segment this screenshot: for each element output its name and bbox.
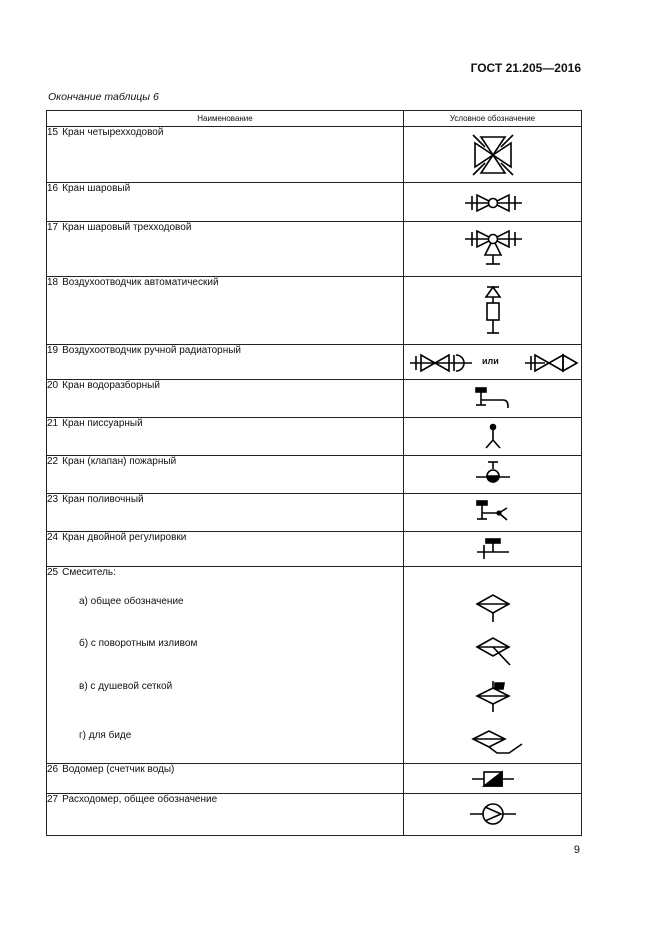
row-name: Кран четырехходовой: [62, 127, 164, 138]
row-name: Смеситель:: [62, 567, 116, 578]
table-row: [47, 418, 582, 456]
row-name: Водомер (счетчик воды): [62, 764, 175, 775]
sub-item-label: г) для биде: [79, 730, 132, 741]
or-label: или: [482, 356, 499, 366]
water-tap-icon: [404, 380, 583, 418]
row-name: Кран водоразборный: [62, 380, 160, 391]
row-name: Кран писсуарный: [62, 418, 143, 429]
fire-valve-icon: [404, 456, 583, 494]
table-row: [47, 277, 582, 345]
mixer-general-icon: [477, 595, 509, 622]
mixer-shower-icon: [477, 681, 509, 712]
row-number: 16: [47, 183, 59, 194]
table-row: [47, 794, 582, 836]
flow-meter-icon: [404, 794, 583, 836]
table-caption: Окончание таблицы 6: [48, 91, 159, 103]
sub-item-label: а) общее обозначение: [79, 596, 184, 607]
table-row: [47, 764, 582, 794]
page-number: 9: [573, 844, 580, 856]
row-number: 20: [47, 380, 59, 391]
row-number: 25: [47, 567, 59, 578]
irrigation-tap-icon: [404, 494, 583, 532]
urinal-valve-icon: [404, 418, 583, 456]
row-number: 23: [47, 494, 59, 505]
table-row: [47, 127, 582, 183]
symbols-table: [46, 110, 582, 836]
table-row: [47, 567, 582, 764]
row-number: 17: [47, 222, 59, 233]
water-meter-icon: [404, 764, 583, 794]
row-number: 18: [47, 277, 59, 288]
table-header: [47, 111, 582, 127]
row-name: Воздухоотводчик автоматический: [62, 277, 219, 288]
row-number: 15: [47, 127, 59, 138]
row-number: 21: [47, 418, 59, 429]
row-number: 27: [47, 794, 59, 805]
row-number: 22: [47, 456, 59, 467]
auto-air-vent-icon: [404, 277, 583, 345]
standard-number: ГОСТ 21.205—2016: [470, 61, 581, 75]
mixer-swivel-spout-icon: [477, 638, 510, 665]
row-name: Кран поливочный: [62, 494, 144, 505]
row-number: 19: [47, 345, 59, 356]
mixer-icons: [404, 567, 583, 764]
mixer-bidet-icon: [473, 731, 522, 753]
row-number: 24: [47, 532, 59, 543]
three-way-ball-valve-icon: [404, 222, 583, 277]
table-row: [47, 183, 582, 222]
table-row: [47, 532, 582, 567]
row-name: Расходомер, общее обозначение: [62, 794, 218, 805]
sub-item-label: в) с душевой сеткой: [79, 681, 173, 692]
double-regulation-valve-icon: [404, 532, 583, 567]
row-name: Кран (клапан) пожарный: [62, 456, 177, 467]
ball-valve-icon: [404, 183, 583, 222]
sub-item-label: б) с поворотным изливом: [79, 638, 198, 649]
table-row: [47, 456, 582, 494]
row-name: Кран шаровый трехходовой: [62, 222, 192, 233]
row-name: Кран шаровый: [62, 183, 131, 194]
column-header-name: Наименование: [47, 111, 404, 127]
table-row: [47, 494, 582, 532]
table-row: [47, 345, 582, 380]
column-header-symbol: Условное обозначение: [404, 111, 582, 127]
table-row: [47, 380, 582, 418]
table-row: [47, 222, 582, 277]
four-way-valve-icon: [404, 127, 583, 183]
row-name: Кран двойной регулировки: [62, 532, 187, 543]
row-number: 26: [47, 764, 59, 775]
row-name: Воздухоотводчик ручной радиаторный: [62, 345, 242, 356]
